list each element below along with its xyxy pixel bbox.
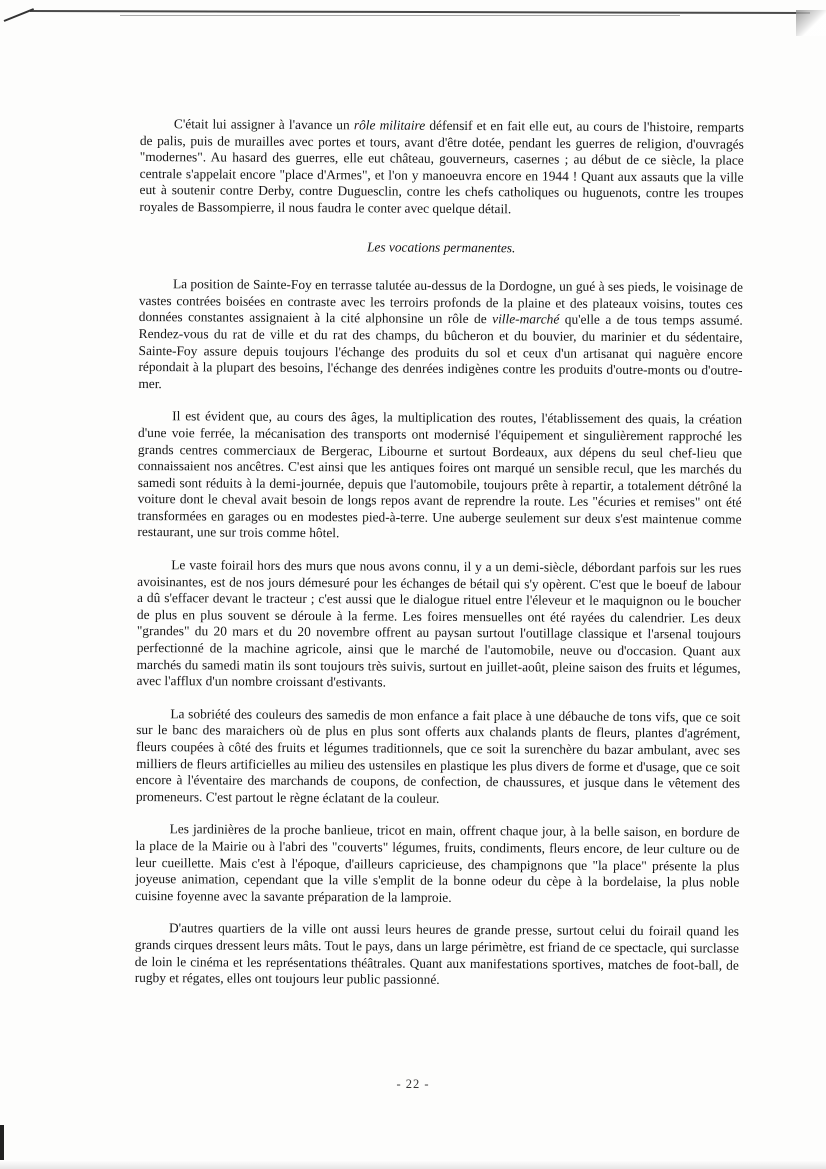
scan-edge-top-shadow bbox=[120, 15, 680, 16]
paragraph-cirques bbox=[135, 920, 739, 990]
paragraph-text: qu'elle a de tous temps assumé. Rendez-vous du rat de ville et du rat des champs, du bûcheron et du bouvier, du marinier et du sédentaire, Sainte-Foy assure depuis toujours l'échange des produits du sol et ceux d'un artisanat qui naguère encore répondait à la plupart des besoins, l'échange des denrées indigènes contre les produits d'outre-monts ou d'outre-mer. bbox=[138, 311, 743, 391]
scan-edge-top bbox=[30, 10, 810, 14]
italic-term: ville-marché bbox=[492, 311, 560, 327]
paragraph-text: défensif et en fait elle eut, au cours de l'histoire, remparts de palis, puis de murailles avec portes et tours, avant d'être dotée, pendant les guerres de religion, d'ouvragés "modernes". Au hasard des guerres, elle eut château, gouverneurs, casernes ; au début de ce siècle, la place centrale s'appelait encore "place d'Armes", et l'on y manoeuvra encore en 1944 ! Quant aux assauts que la ville eut à soutenir contre Derby, contre Duguesclin, contre les chefs catholiques ou huguenots, contre les troupes royales de Bassompierre, il nous faudra le conter avec quelque détail. bbox=[139, 117, 744, 217]
paragraph-text: Le vaste foirail hors des murs que nous avons connu, il y a un demi-siècle, débordant parfois sur les rues avoisinantes, est de nos jours démesuré pour les échanges de bétail qui s'y opèrent. C'est que le boeuf de labour a dû s'effacer devant le tracteur ; c'est aussi que le dialogue rituel entre l'éleveur et le maquignon ou le boucher de plus en plus souvent se déroule à la ferme. Les foires mensuelles ont été rayées du calendrier. Les deux "grandes" du 20 mars et du 20 novembre offrent au paysan surtout l'outillage classique et l'arsenal toujours perfectionné de la machine agricole, ainsi que le marché de l'automobile, neuve ou d'occasion. Quant aux marchés du samedi matin ils sont toujours très suivis, surtout en juillet-août, pleine saison des fruits et légumes, avec l'afflux d'un nombre croissant d'estivants. bbox=[136, 557, 742, 690]
paragraph-jardinieres bbox=[135, 821, 739, 908]
paragraph-role-militaire bbox=[139, 116, 744, 219]
paragraph-evolution bbox=[137, 408, 742, 544]
scan-corner-top-right bbox=[796, 10, 826, 36]
paragraph-foirail bbox=[136, 557, 741, 693]
italic-term: rôle militaire bbox=[353, 117, 426, 133]
paragraph-text: C'était lui assigner à l'avance un bbox=[173, 116, 354, 133]
paragraph-position bbox=[138, 276, 743, 396]
paragraph-text: Les jardinières de la proche banlieue, tricot en main, offrent chaque jour, à la belle saison, en bordure de la place de la Mairie ou à l'abri des "couverts" légumes, fruits, condiments, fleurs encore, de leur culture ou de leur cueillette. Mais c'est à l'époque, d'ailleurs capricieuse, des champignons que "la place" présente la plus joyeuse animation, cependant que la ville s'emplit de la bonne odeur du cèpe à la bordelaise, la plus noble cuisine foyenne avec la savante préparation de la lamproie. bbox=[135, 821, 740, 905]
scan-edge-bottom bbox=[0, 1160, 826, 1169]
paragraph-text: La position de Sainte-Foy en terrasse talutée au-dessus de la Dordogne, un gué à ses pieds, le voisinage de vastes contrées boisées en contraste avec les terroirs profonds de la plaine et des plateaux voisins, toutes ces données constantes assignaient à la cité alphonsine un rôle de bbox=[138, 276, 744, 327]
section-heading: Les vocations permanentes. bbox=[366, 238, 516, 255]
paragraph-couleurs bbox=[136, 706, 741, 809]
scan-mark-top-left bbox=[4, 8, 34, 22]
paragraph-text: Il est évident que, au cours des âges, la multiplication des routes, l'établissement des quais, la création d'une voie ferrée, la mécanisation des transports ont modernisé l'équipement et singulièrement rapproché les grands centres commerciaux de Bergerac, Libourne et surtout Bordeaux, aux dépens du seul chef-lieu que connaissaient nos ancêtres. C'est ainsi que les antiques foires ont marqué un sensible recul, que les marchés du samedi sont réduits à la demi-journée, depuis que l'automobile, toujours prête à repartir, a totalement détrôné la voiture dont le cheval avait besoin de longs repos avant de reprendre la route. Les "écuries et remises" ont été transformées en garages ou en modestes pied-à-terre. Une auberge seulement sur deux s'est maintenue comme restaurant, une sur trois comme hôtel. bbox=[137, 408, 743, 541]
paragraph-text: La sobriété des couleurs des samedis de mon enfance a fait place à une débauche de tons vifs, que ce soit sur le banc des maraichers où de plus en plus sont offerts aux chalands plants de fleurs, plantes d'agrément, fleurs coupées à côté des fruits et légumes traditionnels, que ce soit la surenchère du bazar ambulant, avec ses milliers de fleurs artificielles au milieu des ustensiles en plastique les plus divers de forme et d'usage, que ce soit encore à l'éventaire des marchands de coupons, de confection, de chaussures, et jusque dans le vêtement des promeneurs. C'est partout le règne éclatant de la couleur. bbox=[135, 706, 741, 806]
page-body bbox=[135, 116, 744, 990]
paragraph-text: D'autres quartiers de la ville ont aussi leurs heures de grande presse, surtout celui du foirail quand les grands cirques dressent leurs mâts. Tout le pays, dans un large périmètre, est friand de ce spectacle, qui surclasse de loin le cinéma et les représentations théâtrales. Quant aux manifestations sportives, matches de foot-ball, de rugby et régates, elles ont toujours leur public passionné. bbox=[134, 920, 740, 987]
page-number: - 22 - bbox=[396, 1077, 430, 1091]
